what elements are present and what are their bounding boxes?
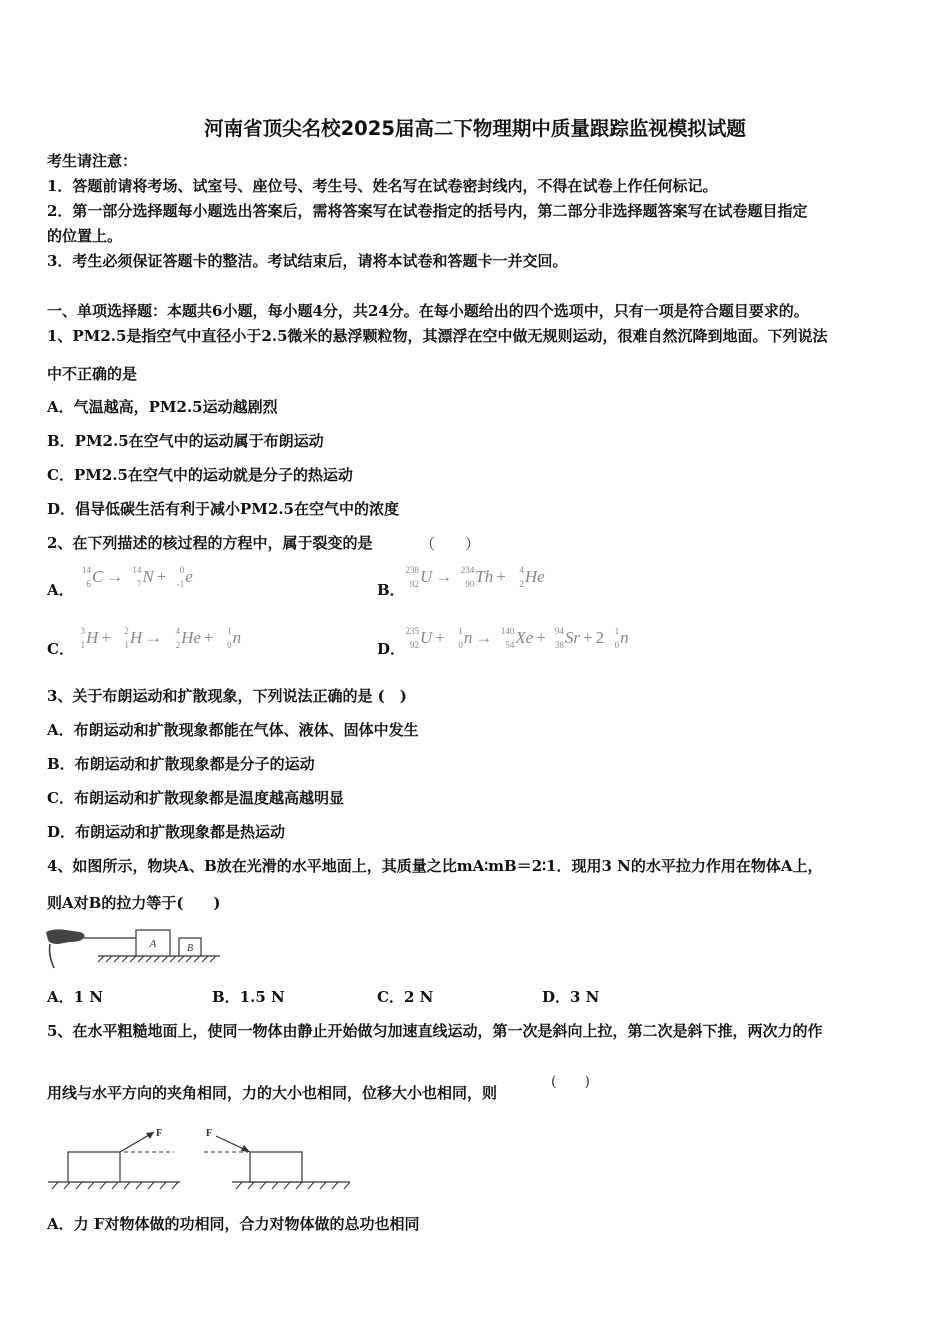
notice-item-1: 1．答题前请将考场、试室号、座位号、考生号、姓名写在试卷密封线内，不得在试卷上作任何标记。	[47, 177, 718, 195]
q2-equation-a: 14 6 C → 14 7 N + 0 -1 e	[82, 565, 193, 589]
block-b-label: B	[186, 943, 194, 954]
q3-option-d: D．布朗运动和扩散现象都是热运动	[47, 823, 286, 841]
notice-item-3: 3．考生必须保证答题卡的整洁。考试结束后，请将本试卷和答题卡一并交回。	[47, 252, 568, 270]
q4-option-b: B．1.5 N	[212, 988, 285, 1006]
q1-stem: 1、PM2.5是指空气中直径小于2.5微米的悬浮颗粒物，其漂浮在空中做无规则运动，很难自然沉降到地面。下列说法	[47, 327, 828, 345]
section-heading: 一、单项选择题：本题共6小题，每小题4分，共24分。在每小题给出的四个选项中，只有一项是符合题目要求的。	[47, 302, 809, 320]
q1-option-d: D．倡导低碳生活有利于减小PM2.5在空气中的浓度	[47, 500, 399, 518]
notice-item-2: 2．第一部分选择题每小题选出答案后，需将答案写在试卷指定的括号内，第二部分非选择题答案写在试卷题目指定	[47, 202, 808, 220]
q5-stem: 5、在水平粗糙地面上，使同一物体由静止开始做匀加速直线运动，第一次是斜向上拉，第二次是斜下推，两次力的作	[47, 1022, 823, 1040]
q1-option-b: B．PM2.5在空气中的运动属于布朗运动	[47, 432, 324, 450]
q1-stem-cont: 中不正确的是	[47, 365, 138, 383]
q1-option-c: C．PM2.5在空气中的运动就是分子的热运动	[47, 466, 353, 484]
q5-figure	[44, 1124, 354, 1194]
q3-stem: 3、关于布朗运动和扩散现象，下列说法正确的是 ( )	[47, 687, 407, 705]
q4-option-a: A．1 N	[47, 988, 104, 1006]
notice-header: 考生请注意：	[47, 152, 138, 170]
q4-option-c: C．2 N	[377, 988, 434, 1006]
q2-label-c: C．	[47, 640, 74, 658]
q4-stem-cont: 则A对B的拉力等于( )	[47, 894, 221, 912]
hand-icon	[46, 929, 85, 968]
q3-option-b: B．布朗运动和扩散现象都是分子的运动	[47, 755, 315, 773]
q5-stem-cont: 用线与水平方向的夹角相同，力的大小也相同，位移大小也相同，则	[47, 1084, 498, 1102]
force-label-pull: F	[156, 1128, 163, 1139]
q2-equation-b: 238 92 U → 234 90 Th + 4 2 He	[405, 565, 545, 589]
q2-label-a: A．	[47, 581, 74, 599]
page-title: 河南省顶尖名校2025届高二下物理期中质量跟踪监视模拟试题	[204, 117, 746, 140]
q4-figure	[44, 924, 224, 972]
q2-label-b: B．	[377, 581, 405, 599]
q2-answer-paren: （ ）	[420, 535, 481, 553]
q5-option-a: A．力 F对物体做的功相同，合力对物体做的总功也相同	[47, 1215, 420, 1233]
q2-equation-d: 235 92 U + 1 0 n → 140 54 Xe + 94 38 Sr + 2 1 0 n	[405, 626, 629, 650]
q4-stem: 4、如图所示，物块A、B放在光滑的水平地面上，其质量之比mA∶mB＝2∶1．现用3 N的水平拉力作用在物体A上，	[47, 857, 823, 875]
q2-label-d: D．	[377, 640, 406, 658]
q3-option-a: A．布朗运动和扩散现象都能在气体、液体、固体中发生	[47, 721, 419, 739]
q2-equation-c: 3 1 H + 2 1 H → 4 2 He + 1 0 n	[80, 626, 242, 650]
q4-option-d: D．3 N	[542, 988, 600, 1006]
q5-answer-paren: ( )	[551, 1074, 590, 1090]
q3-option-c: C．布朗运动和扩散现象都是温度越高越明显	[47, 789, 344, 807]
force-label-push: F	[206, 1128, 213, 1139]
block-a-label: A	[149, 938, 157, 950]
notice-item-2-cont: 的位置上。	[47, 227, 123, 245]
q1-option-a: A．气温越高，PM2.5运动越剧烈	[47, 398, 278, 416]
q2-stem: 2、在下列描述的核过程的方程中，属于裂变的是	[47, 534, 373, 552]
